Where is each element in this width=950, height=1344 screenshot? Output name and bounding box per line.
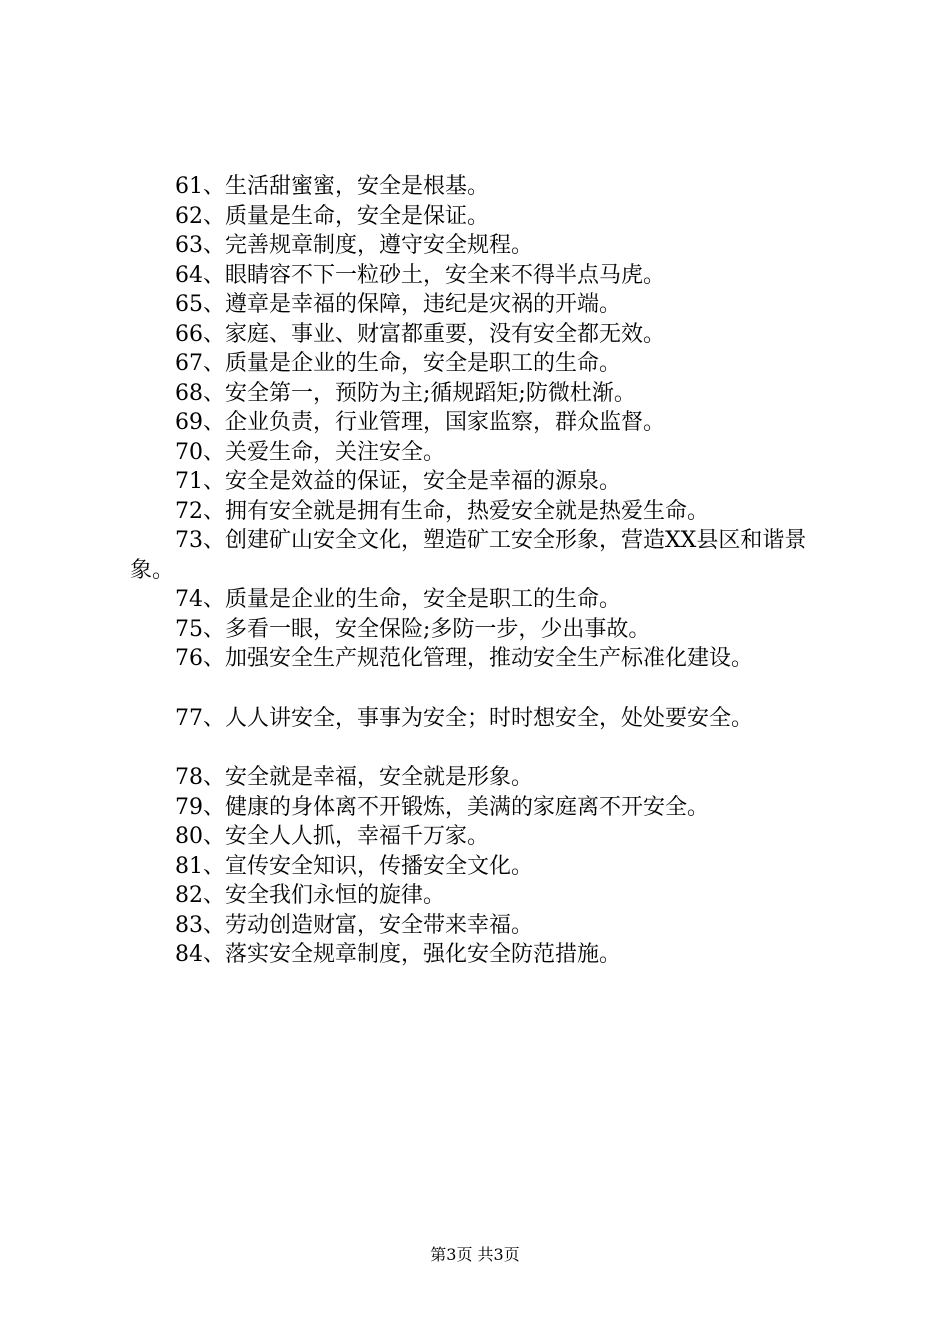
slogan-62: 62、质量是生命，安全是保证。	[175, 203, 489, 229]
slogan-66: 66、家庭、事业、财富都重要，没有安全都无效。	[175, 321, 665, 347]
slogan-69: 69、企业负责，行业管理，国家监察，群众监督。	[175, 410, 665, 435]
slogan-78: 78、安全就是幸福，安全就是形象。	[175, 765, 533, 790]
page-footer: 第3页 共3页	[430, 1245, 520, 1264]
slogan-76: 76、加强安全生产规范化管理，推动安全生产标准化建设。	[175, 646, 753, 671]
slogan-72: 72、拥有安全就是拥有生命，热爱安全就是热爱生命。	[175, 498, 709, 524]
slogan-65: 65、遵章是幸福的保障，违纪是灾祸的开端。	[175, 292, 621, 317]
slogan-79: 79、健康的身体离不开锻炼，美满的家庭离不开安全。	[175, 794, 709, 820]
slogan-83: 83、劳动创造财富，安全带来幸福。	[175, 912, 533, 938]
slogan-82: 82、安全我们永恒的旋律。	[175, 883, 445, 908]
slogan-81: 81、宣传安全知识，传播安全文化。	[175, 853, 533, 879]
slogan-list	[130, 172, 850, 970]
slogan-67: 67、质量是企业的生命，安全是职工的生命。	[175, 351, 621, 376]
slogan-61: 61、生活甜蜜蜜，安全是根基。	[175, 174, 489, 199]
slogan-74: 74、质量是企业的生命，安全是职工的生命。	[175, 587, 621, 612]
slogan-64: 64、眼睛容不下一粒砂土，安全来不得半点马虎。	[175, 262, 665, 288]
slogan-71: 71、安全是效益的保证，安全是幸福的源泉。	[175, 469, 621, 494]
slogan-77: 77、人人讲安全，事事为安全；时时想安全，处处要安全。	[175, 705, 753, 731]
slogan-63: 63、完善规章制度，遵守安全规程。	[175, 233, 533, 258]
slogan-75: 75、多看一眼，安全保险;多防一步，少出事故。	[175, 616, 651, 642]
slogan-70: 70、关爱生命，关注安全。	[175, 439, 445, 465]
slogan-84: 84、落实安全规章制度，强化安全防范措施。	[175, 942, 621, 967]
slogan-68: 68、安全第一，预防为主;循规蹈矩;防微杜渐。	[175, 380, 636, 406]
slogan-80: 80、安全人人抓，幸福千万家。	[175, 824, 489, 849]
slogan-73: 73、创建矿山安全文化，塑造矿工安全形象，营造XX县区和谐景象。	[130, 528, 807, 583]
